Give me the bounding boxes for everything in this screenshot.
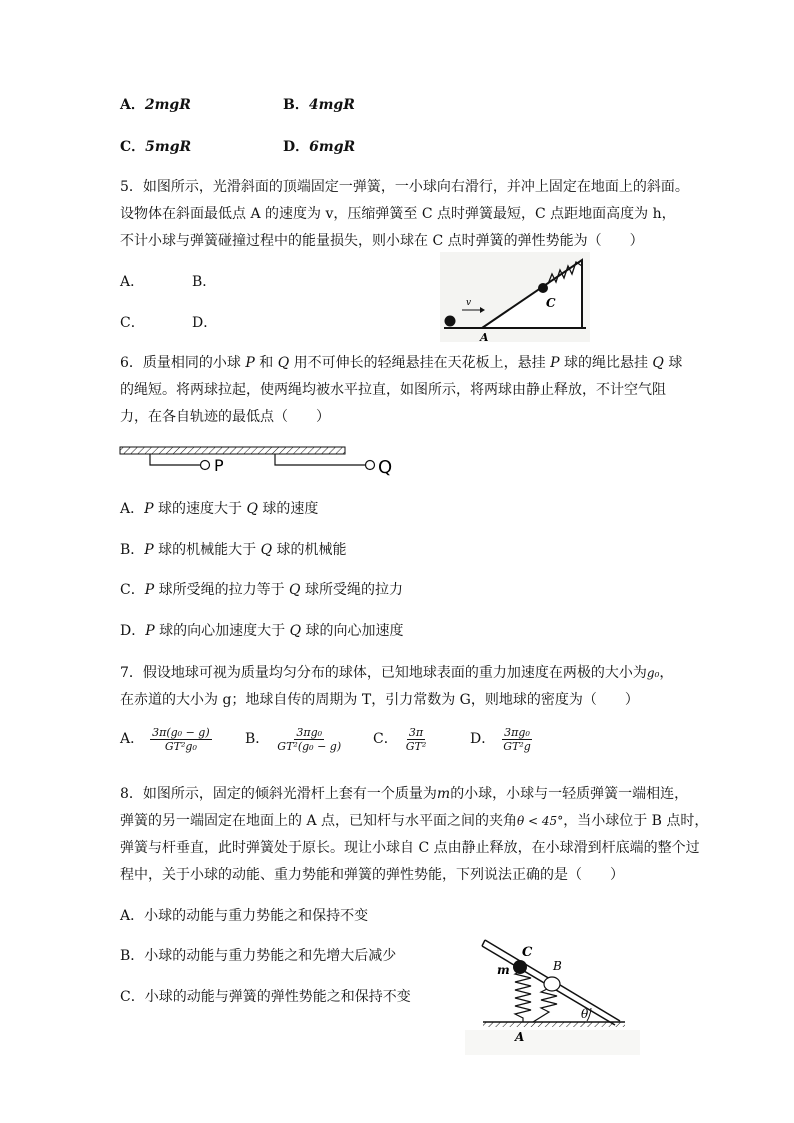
symbol-p: P [144, 582, 155, 598]
q7-option-c [373, 725, 428, 753]
symbol-q: Q [289, 582, 301, 598]
q5-option-c: C． [120, 315, 145, 331]
symbol-p: P [144, 501, 154, 517]
q8-option-a: A．小球的动能与重力势能之和保持不变 [120, 908, 369, 924]
q5-line-2: 设物体在斜面最低点 A 的速度为 v，压缩弹簧至 C 点时弹簧最短，C 点距地面高度为 h， [120, 206, 676, 222]
label-c: C [546, 296, 556, 310]
text-segment: 球所受绳的拉力等于 [154, 582, 290, 598]
ball-at-c [513, 960, 527, 974]
q4-option-d [283, 137, 355, 157]
fraction [150, 726, 212, 753]
q6-option-a [120, 499, 318, 519]
text-segment: ，当小球位于 B 点时， [563, 813, 709, 829]
q8-line-1 [120, 784, 688, 804]
numerator: 3πg₀ [504, 725, 530, 739]
label-b: B [553, 959, 562, 973]
numerator: 3π(g₀ − g) [152, 725, 210, 739]
label-v: v [466, 298, 472, 308]
spring-at-c [515, 970, 531, 1022]
text-segment: 球的机械能 [272, 542, 347, 558]
q4-option-b [283, 95, 355, 115]
denominator: GT²(g₀ − g) [277, 739, 342, 753]
q6-pendulum-figure [118, 445, 403, 481]
text-segment: 球所受绳的拉力 [300, 582, 403, 598]
q6-line-1 [120, 353, 682, 373]
q8-line-3: 弹簧与杆垂直，此时弹簧处于原长。现让小球自 C 点由静止释放，在小球滑到杆底端的整个过 [120, 840, 700, 856]
label-theta: θ [581, 1007, 589, 1021]
option-label: C． [120, 582, 145, 598]
text-segment: 球的向心加速度大于 [154, 623, 290, 639]
figure-background [465, 1030, 640, 1055]
q5-option-d: D． [192, 315, 218, 331]
q5-option-a: A． [120, 274, 145, 290]
string-q [275, 454, 365, 465]
option-label: B． [283, 97, 309, 113]
ball-on-ground [445, 316, 456, 327]
symbol-m: m [436, 786, 451, 802]
symbol-p: P [245, 355, 255, 371]
symbol-p: P [144, 542, 154, 558]
text-segment: 7．假设地球可视为质量均匀分布的球体，已知地球表面的重力加速度在两极的大小为 [120, 665, 647, 681]
option-value: 6mgR [309, 139, 356, 155]
symbol-q: Q [652, 355, 664, 371]
symbol-p: P [145, 623, 155, 639]
label-c: C [522, 945, 533, 960]
spring-at-b [533, 988, 557, 1022]
option-value: 4mgR [308, 97, 355, 113]
symbol-q: Q [289, 623, 302, 639]
option-label: C． [373, 731, 398, 747]
label-a: A [480, 331, 489, 342]
q8-line-2 [120, 811, 708, 831]
q6-line-2: 的绳短。将两球拉起，使两绳均被水平拉直，如图所示，将两球由静止释放，不计空气阻 [120, 382, 666, 398]
ball-at-b [544, 977, 560, 991]
label-a: A [515, 1030, 525, 1044]
text-segment: ， [659, 665, 674, 681]
text-segment: 球的绳比悬挂 [559, 355, 653, 371]
symbol-theta: θ < 45° [517, 814, 564, 828]
q7-option-a [120, 725, 212, 753]
q6-option-b [120, 540, 347, 560]
string-p [150, 454, 200, 465]
q4-option-c [120, 137, 191, 157]
option-label: C． [120, 139, 146, 155]
q5-line-1: 5．如图所示，光滑斜面的顶端固定一弹簧，一小球向右滑行，并冲上固定在地面上的斜面。 [120, 179, 689, 195]
text-segment: 弹簧的另一端固定在地面上的 A 点，已知杆与水平面之间的夹角 [120, 813, 518, 829]
denominator: GT²g [503, 739, 531, 753]
text-segment: 球的速度大于 [153, 501, 247, 517]
option-label: A． [120, 501, 145, 517]
symbol-q: Q [246, 501, 258, 517]
fraction [501, 726, 533, 753]
option-label: D． [120, 623, 146, 639]
text-segment: 的小球，小球与一轻质弹簧一端相连， [450, 786, 689, 802]
symbol-q: Q [277, 355, 290, 371]
q8-option-b: B．小球的动能与重力势能之和先增大后减少 [120, 948, 397, 964]
q7-option-d [470, 725, 533, 753]
text-segment: 8．如图所示，固定的倾斜光滑杆上套有一个质量为 [120, 786, 437, 802]
label-p: P [214, 456, 224, 475]
q8-line-4: 程中，关于小球的动能、重力势能和弹簧的弹性势能，下列说法正确的是（ ） [120, 867, 624, 883]
q4-option-a [120, 95, 191, 115]
ball-q [366, 461, 375, 470]
ball-on-incline [538, 283, 548, 293]
option-label: D． [470, 731, 496, 747]
text-segment: 和 [254, 355, 278, 371]
option-label: A． [120, 731, 145, 747]
symbol-p: P [550, 355, 560, 371]
label-m: m [497, 963, 510, 977]
q6-option-c [120, 580, 403, 600]
numerator: 3πg₀ [296, 725, 323, 739]
text-segment: 球的向心加速度 [301, 623, 404, 639]
q7-line-2: 在赤道的大小为 g；地球自传的周期为 T，引力常数为 G，则地球的密度为（ ） [120, 692, 639, 708]
denominator: GT² [405, 739, 427, 753]
q6-option-d [120, 621, 404, 641]
option-label: B． [120, 542, 145, 558]
option-label: A． [120, 97, 145, 113]
symbol-g0: g₀ [646, 666, 660, 680]
q8-option-c: C．小球的动能与弹簧的弹性势能之和保持不变 [120, 989, 411, 1005]
rod-end [482, 940, 485, 946]
option-value: 5mgR [145, 139, 192, 155]
text-segment: 球的机械能大于 [153, 542, 261, 558]
q6-line-3: 力，在各自轨迹的最低点（ ） [120, 409, 330, 425]
q7-option-b [245, 725, 343, 753]
q5-incline-figure [440, 252, 590, 342]
ceiling-hatched [120, 447, 345, 454]
text-segment: 6．质量相同的小球 [120, 355, 246, 371]
numerator: 3π [408, 725, 424, 739]
option-label: D． [283, 139, 310, 155]
q8-rod-spring-figure [465, 930, 645, 1055]
symbol-q: Q [260, 542, 273, 558]
text-segment: 球 [663, 355, 683, 371]
label-q: Q [378, 457, 393, 478]
option-label: B． [245, 731, 270, 747]
text-segment: 用不可伸长的轻绳悬挂在天花板上，悬挂 [289, 355, 551, 371]
text-segment: 球的速度 [257, 501, 319, 517]
q7-line-1 [120, 663, 673, 683]
denominator: GT²g₀ [164, 739, 197, 753]
q5-option-b: B． [192, 274, 217, 290]
q5-line-3: 不计小球与弹簧碰撞过程中的能量损失，则小球在 C 点时弹簧的弹性势能为（ ） [120, 233, 644, 249]
fraction [404, 726, 429, 753]
ball-p [201, 461, 210, 470]
fraction [275, 726, 343, 753]
option-value: 2mgR [144, 97, 191, 113]
